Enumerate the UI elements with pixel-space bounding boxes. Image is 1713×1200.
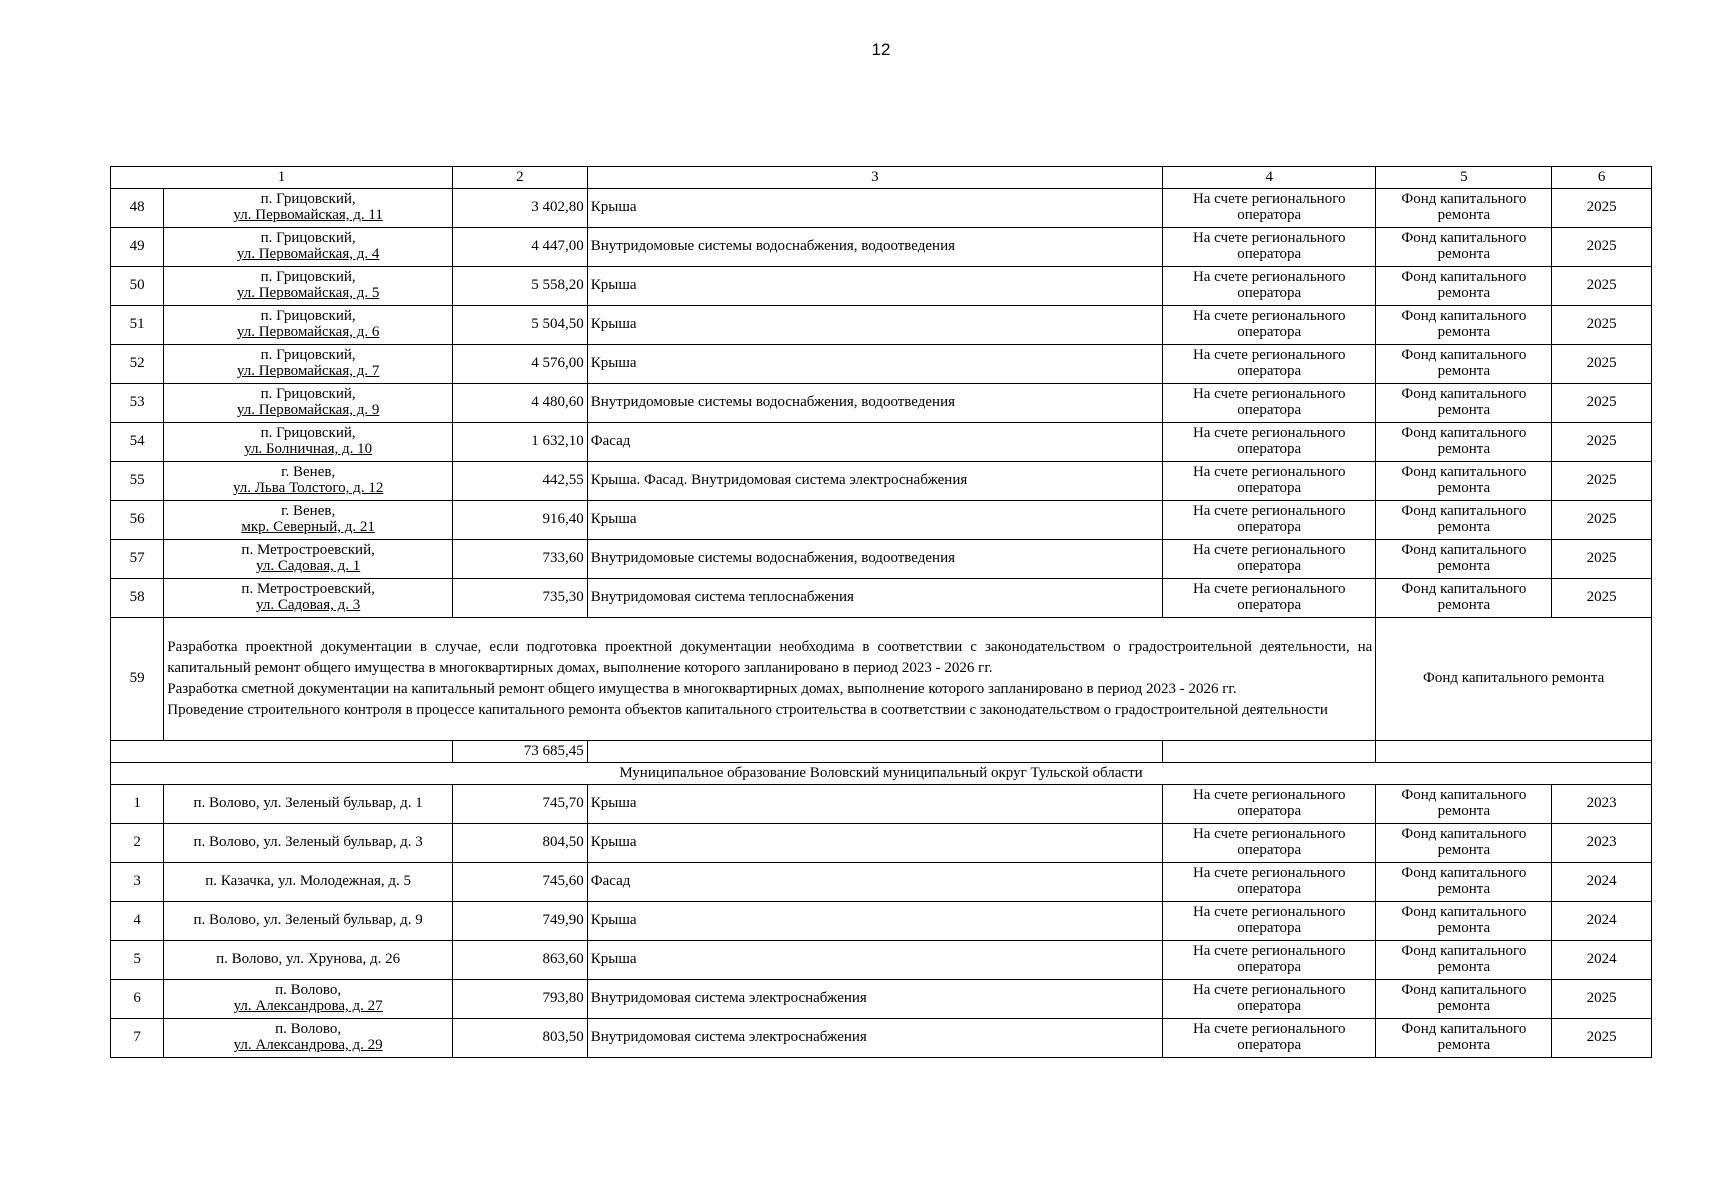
- table-row-59: [111, 618, 1652, 741]
- source-line: Фонд капитального: [1401, 425, 1527, 442]
- source-line: Фонд капитального: [1401, 308, 1527, 325]
- account-cell: [1163, 423, 1376, 462]
- total-empty-cell: [111, 741, 453, 763]
- row59-paragraph: Разработка проектной документации в случае, если подготовка проектной документации необходима в соответствии с законодательством о градостроительной деятельности, на капитальный ремонт общего имущества в многоквартирных домах, выполнение которого запланировано в период 2023 - 2026 гг.: [167, 639, 1373, 676]
- row59-source: Фонд капитального ремонта: [1376, 618, 1652, 741]
- source-line: Фонд капитального: [1401, 503, 1527, 520]
- source-line: ремонта: [1437, 959, 1491, 975]
- account-line: оператора: [1237, 959, 1302, 975]
- total-area: 73 685,45: [452, 741, 587, 763]
- address-locality: п. Волово,: [275, 982, 342, 999]
- area-cell: 1 632,10: [452, 423, 587, 462]
- address-locality: п. Грицовский,: [260, 386, 356, 403]
- area-cell: 735,30: [452, 579, 587, 618]
- account-cell: [1163, 540, 1376, 579]
- address-street: ул. Александрова, д. 27: [233, 998, 383, 1014]
- works-cell: Внутридомовая система электроснабжения: [587, 1019, 1162, 1058]
- account-line: оператора: [1237, 1037, 1302, 1053]
- source-line: ремонта: [1437, 246, 1491, 262]
- source-cell: [1376, 501, 1552, 540]
- source-line: ремонта: [1437, 842, 1491, 858]
- address-locality: п. Волово,: [275, 1021, 342, 1038]
- account-cell: [1163, 501, 1376, 540]
- column-number-header: [111, 167, 1652, 189]
- row-number: 6: [111, 980, 164, 1019]
- header-col-6: 6: [1552, 167, 1652, 189]
- area-cell: 442,55: [452, 462, 587, 501]
- page-number: 12: [871, 40, 891, 59]
- row-number: 55: [111, 462, 164, 501]
- works-cell: Крыша. Фасад. Внутридомовая система электроснабжения: [587, 462, 1162, 501]
- year-cell: 2024: [1552, 863, 1652, 902]
- source-cell: [1376, 980, 1552, 1019]
- capital-repair-table: [110, 166, 1652, 1058]
- account-cell: [1163, 902, 1376, 941]
- source-line: ремонта: [1437, 324, 1491, 340]
- table-row: [111, 267, 1652, 306]
- account-cell: [1163, 462, 1376, 501]
- source-cell: [1376, 423, 1552, 462]
- source-line: Фонд капитального: [1401, 982, 1527, 999]
- source-line: ремонта: [1437, 1037, 1491, 1053]
- address-street: ул. Льва Толстого, д. 12: [232, 480, 384, 496]
- source-line: Фонд капитального: [1401, 787, 1527, 804]
- table-row: [111, 540, 1652, 579]
- row-number: 49: [111, 228, 164, 267]
- account-cell: [1163, 785, 1376, 824]
- works-cell: Крыша: [587, 785, 1162, 824]
- area-cell: 916,40: [452, 501, 587, 540]
- year-cell: 2025: [1552, 1019, 1652, 1058]
- source-line: ремонта: [1437, 480, 1491, 496]
- source-line: ремонта: [1437, 920, 1491, 936]
- account-line: оператора: [1237, 441, 1302, 457]
- source-cell: [1376, 902, 1552, 941]
- address-street: ул. Садовая, д. 1: [256, 558, 361, 574]
- account-line: На счете регионального: [1192, 230, 1346, 247]
- year-cell: 2025: [1552, 980, 1652, 1019]
- address-street: ул. Первомайская, д. 7: [236, 363, 380, 379]
- works-cell: Внутридомовые системы водоснабжения, водоотведения: [587, 540, 1162, 579]
- row-number: 4: [111, 902, 164, 941]
- account-line: оператора: [1237, 842, 1302, 858]
- header-col-5: 5: [1376, 167, 1552, 189]
- header-col-4: 4: [1163, 167, 1376, 189]
- total-empty-cell: [587, 741, 1162, 763]
- source-cell: [1376, 863, 1552, 902]
- source-line: Фонд капитального: [1401, 542, 1527, 559]
- account-line: На счете регионального: [1192, 269, 1346, 286]
- source-line: ремонта: [1437, 998, 1491, 1014]
- area-cell: 4 480,60: [452, 384, 587, 423]
- table-row: [111, 345, 1652, 384]
- row-number: 59: [111, 618, 164, 741]
- area-cell: 749,90: [452, 902, 587, 941]
- row-number: 3: [111, 863, 164, 902]
- area-cell: 803,50: [452, 1019, 587, 1058]
- account-cell: [1163, 345, 1376, 384]
- source-line: ремонта: [1437, 519, 1491, 535]
- area-cell: 3 402,80: [452, 189, 587, 228]
- address-cell: [164, 189, 453, 228]
- table-row: [111, 980, 1652, 1019]
- address-locality: п. Грицовский,: [260, 347, 356, 364]
- address-locality: г. Венев,: [281, 503, 336, 520]
- source-cell: [1376, 384, 1552, 423]
- account-line: оператора: [1237, 246, 1302, 262]
- account-line: оператора: [1237, 597, 1302, 613]
- account-line: На счете регионального: [1192, 826, 1346, 843]
- works-cell: Внутридомовая система электроснабжения: [587, 980, 1162, 1019]
- source-cell: [1376, 941, 1552, 980]
- account-line: оператора: [1237, 207, 1302, 223]
- table-row: [111, 863, 1652, 902]
- year-cell: 2023: [1552, 785, 1652, 824]
- works-cell: Крыша: [587, 902, 1162, 941]
- source-line: Фонд капитального: [1401, 581, 1527, 598]
- row-number: 2: [111, 824, 164, 863]
- source-line: ремонта: [1437, 441, 1491, 457]
- address-locality: п. Метростроевский,: [241, 542, 375, 559]
- works-cell: Фасад: [587, 863, 1162, 902]
- table-row: [111, 902, 1652, 941]
- table-row: [111, 306, 1652, 345]
- account-line: оператора: [1237, 558, 1302, 574]
- table-row: [111, 501, 1652, 540]
- account-line: оператора: [1237, 324, 1302, 340]
- area-cell: 745,70: [452, 785, 587, 824]
- area-cell: 745,60: [452, 863, 587, 902]
- account-line: На счете регионального: [1192, 581, 1346, 598]
- address-locality: п. Грицовский,: [260, 269, 356, 286]
- account-line: оператора: [1237, 881, 1302, 897]
- source-line: Фонд капитального: [1401, 386, 1527, 403]
- account-line: На счете регионального: [1192, 1021, 1346, 1038]
- address-cell: п. Казачка, ул. Молодежная, д. 5: [164, 863, 453, 902]
- source-line: ремонта: [1437, 558, 1491, 574]
- source-cell: [1376, 189, 1552, 228]
- account-line: На счете регионального: [1192, 386, 1346, 403]
- area-cell: 4 576,00: [452, 345, 587, 384]
- source-cell: [1376, 306, 1552, 345]
- row59-paragraph: Разработка сметной документации на капитальный ремонт общего имущества в многоквартирных домах, выполнение которого запланировано в период 2023 - 2026 гг.: [167, 681, 1237, 697]
- address-locality: п. Грицовский,: [260, 191, 356, 208]
- account-line: На счете регионального: [1192, 943, 1346, 960]
- account-cell: [1163, 941, 1376, 980]
- header-col-2: 2: [452, 167, 587, 189]
- works-cell: Внутридомовая система теплоснабжения: [587, 579, 1162, 618]
- address-locality: п. Метростроевский,: [241, 581, 375, 598]
- works-cell: Фасад: [587, 423, 1162, 462]
- address-locality: п. Грицовский,: [260, 308, 356, 325]
- address-locality: г. Венев,: [281, 464, 336, 481]
- row-number: 57: [111, 540, 164, 579]
- account-cell: [1163, 824, 1376, 863]
- row-number: 7: [111, 1019, 164, 1058]
- year-cell: 2025: [1552, 345, 1652, 384]
- account-cell: [1163, 384, 1376, 423]
- table-body: [111, 167, 1652, 1058]
- source-line: Фонд капитального: [1401, 269, 1527, 286]
- address-cell: [164, 267, 453, 306]
- source-line: Фонд капитального: [1401, 230, 1527, 247]
- total-empty-cell: [1376, 741, 1652, 763]
- source-line: Фонд капитального: [1401, 464, 1527, 481]
- source-line: ремонта: [1437, 363, 1491, 379]
- source-cell: [1376, 1019, 1552, 1058]
- row59-description: [164, 618, 1376, 741]
- row-number: 58: [111, 579, 164, 618]
- source-cell: [1376, 345, 1552, 384]
- account-line: оператора: [1237, 480, 1302, 496]
- account-line: оператора: [1237, 998, 1302, 1014]
- account-line: оператора: [1237, 402, 1302, 418]
- source-cell: [1376, 579, 1552, 618]
- row59-paragraph: Проведение строительного контроля в процессе капитального ремонта объектов капитального строительства в соответствии с законодательством о градостроительной деятельности: [167, 702, 1328, 718]
- account-line: На счете регионального: [1192, 982, 1346, 999]
- account-cell: [1163, 228, 1376, 267]
- account-line: оператора: [1237, 920, 1302, 936]
- source-line: Фонд капитального: [1401, 943, 1527, 960]
- area-cell: 5 558,20: [452, 267, 587, 306]
- year-cell: 2024: [1552, 941, 1652, 980]
- address-cell: [164, 501, 453, 540]
- account-cell: [1163, 267, 1376, 306]
- header-col-1: 1: [111, 167, 453, 189]
- source-line: Фонд капитального: [1401, 347, 1527, 364]
- account-cell: [1163, 863, 1376, 902]
- address-locality: п. Грицовский,: [260, 230, 356, 247]
- works-cell: Крыша: [587, 345, 1162, 384]
- year-cell: 2024: [1552, 902, 1652, 941]
- year-cell: 2025: [1552, 306, 1652, 345]
- address-cell: [164, 579, 453, 618]
- account-line: оператора: [1237, 519, 1302, 535]
- year-cell: 2025: [1552, 579, 1652, 618]
- row-number: 5: [111, 941, 164, 980]
- total-row: [111, 741, 1652, 763]
- account-cell: [1163, 306, 1376, 345]
- account-line: На счете регионального: [1192, 542, 1346, 559]
- area-cell: 4 447,00: [452, 228, 587, 267]
- works-cell: Крыша: [587, 824, 1162, 863]
- address-cell: п. Волово, ул. Зеленый бульвар, д. 1: [164, 785, 453, 824]
- works-cell: Внутридомовые системы водоснабжения, водоотведения: [587, 384, 1162, 423]
- area-cell: 863,60: [452, 941, 587, 980]
- account-cell: [1163, 189, 1376, 228]
- year-cell: 2025: [1552, 384, 1652, 423]
- area-cell: 793,80: [452, 980, 587, 1019]
- source-cell: [1376, 462, 1552, 501]
- address-cell: [164, 1019, 453, 1058]
- source-line: Фонд капитального: [1401, 826, 1527, 843]
- account-line: оператора: [1237, 363, 1302, 379]
- address-cell: п. Волово, ул. Зеленый бульвар, д. 3: [164, 824, 453, 863]
- year-cell: 2025: [1552, 462, 1652, 501]
- account-cell: [1163, 579, 1376, 618]
- account-line: На счете регионального: [1192, 464, 1346, 481]
- address-street: ул. Первомайская, д. 6: [236, 324, 380, 340]
- row-number: 52: [111, 345, 164, 384]
- source-line: ремонта: [1437, 402, 1491, 418]
- works-cell: Крыша: [587, 189, 1162, 228]
- source-line: ремонта: [1437, 881, 1491, 897]
- area-cell: 733,60: [452, 540, 587, 579]
- table-row: [111, 824, 1652, 863]
- address-street: ул. Александрова, д. 29: [233, 1037, 383, 1053]
- source-line: Фонд капитального: [1401, 865, 1527, 882]
- address-locality: п. Грицовский,: [260, 425, 356, 442]
- section-title: Муниципальное образование Воловский муниципальный округ Тульской области: [111, 763, 1652, 785]
- account-line: На счете регионального: [1192, 347, 1346, 364]
- address-street: ул. Первомайская, д. 9: [236, 402, 380, 418]
- works-cell: Крыша: [587, 306, 1162, 345]
- address-cell: [164, 228, 453, 267]
- row-number: 54: [111, 423, 164, 462]
- source-cell: [1376, 267, 1552, 306]
- source-cell: [1376, 228, 1552, 267]
- year-cell: 2025: [1552, 423, 1652, 462]
- address-street: ул. Садовая, д. 3: [256, 597, 361, 613]
- source-cell: [1376, 824, 1552, 863]
- address-cell: [164, 423, 453, 462]
- address-cell: п. Волово, ул. Хрунова, д. 26: [164, 941, 453, 980]
- source-line: Фонд капитального: [1401, 904, 1527, 921]
- year-cell: 2025: [1552, 228, 1652, 267]
- source-line: ремонта: [1437, 285, 1491, 301]
- year-cell: 2025: [1552, 267, 1652, 306]
- source-line: Фонд капитального: [1401, 191, 1527, 208]
- header-col-3: 3: [587, 167, 1162, 189]
- account-line: На счете регионального: [1192, 425, 1346, 442]
- address-cell: [164, 462, 453, 501]
- table-row: [111, 462, 1652, 501]
- table-row: [111, 384, 1652, 423]
- account-line: На счете регионального: [1192, 904, 1346, 921]
- source-line: ремонта: [1437, 597, 1491, 613]
- account-line: На счете регионального: [1192, 503, 1346, 520]
- table-row: [111, 228, 1652, 267]
- source-cell: [1376, 785, 1552, 824]
- table-row: [111, 189, 1652, 228]
- address-cell: [164, 345, 453, 384]
- account-line: На счете регионального: [1192, 191, 1346, 208]
- area-cell: 5 504,50: [452, 306, 587, 345]
- account-cell: [1163, 980, 1376, 1019]
- account-line: На счете регионального: [1192, 308, 1346, 325]
- address-cell: [164, 306, 453, 345]
- source-line: ремонта: [1437, 803, 1491, 819]
- works-cell: Внутридомовые системы водоснабжения, водоотведения: [587, 228, 1162, 267]
- address-street: ул. Первомайская, д. 4: [236, 246, 380, 262]
- address-street: ул. Первомайская, д. 5: [236, 285, 380, 301]
- row-number: 48: [111, 189, 164, 228]
- section-header-row: [111, 763, 1652, 785]
- row-number: 51: [111, 306, 164, 345]
- works-cell: Крыша: [587, 941, 1162, 980]
- address-street: ул. Болничная, д. 10: [244, 441, 373, 457]
- address-cell: [164, 980, 453, 1019]
- row-number: 56: [111, 501, 164, 540]
- address-cell: [164, 540, 453, 579]
- source-line: Фонд капитального: [1401, 1021, 1527, 1038]
- address-cell: п. Волово, ул. Зеленый бульвар, д. 9: [164, 902, 453, 941]
- works-cell: Крыша: [587, 267, 1162, 306]
- year-cell: 2025: [1552, 540, 1652, 579]
- account-line: На счете регионального: [1192, 865, 1346, 882]
- table-row: [111, 1019, 1652, 1058]
- address-cell: [164, 384, 453, 423]
- year-cell: 2025: [1552, 189, 1652, 228]
- table-row: [111, 423, 1652, 462]
- total-empty-cell: [1163, 741, 1376, 763]
- account-line: На счете регионального: [1192, 787, 1346, 804]
- address-street: ул. Первомайская, д. 11: [233, 207, 383, 223]
- table-row: [111, 785, 1652, 824]
- row-number: 53: [111, 384, 164, 423]
- year-cell: 2023: [1552, 824, 1652, 863]
- table-row: [111, 579, 1652, 618]
- account-line: оператора: [1237, 803, 1302, 819]
- row-number: 1: [111, 785, 164, 824]
- source-line: ремонта: [1437, 207, 1491, 223]
- works-cell: Крыша: [587, 501, 1162, 540]
- account-line: оператора: [1237, 285, 1302, 301]
- area-cell: 804,50: [452, 824, 587, 863]
- row-number: 50: [111, 267, 164, 306]
- table-row: [111, 941, 1652, 980]
- source-cell: [1376, 540, 1552, 579]
- year-cell: 2025: [1552, 501, 1652, 540]
- address-street: мкр. Северный, д. 21: [241, 519, 375, 535]
- account-cell: [1163, 1019, 1376, 1058]
